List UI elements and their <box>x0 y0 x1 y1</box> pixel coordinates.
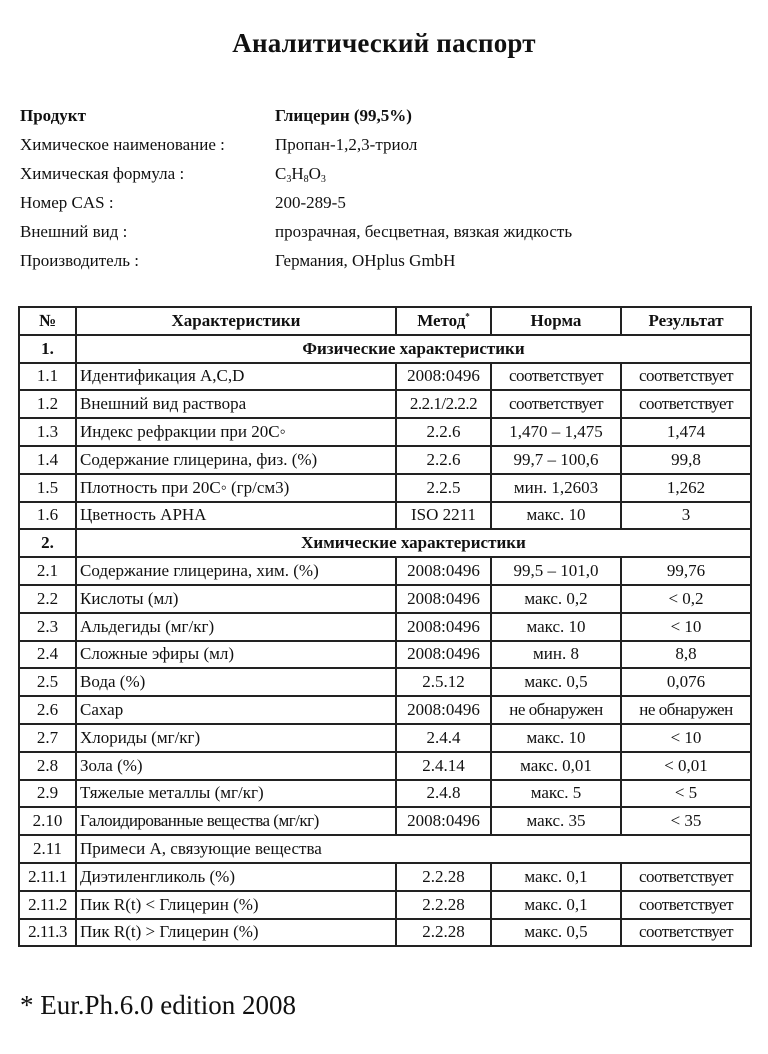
table-row <box>19 668 751 696</box>
formula-o: O <box>308 164 321 183</box>
row-result: соответствует <box>621 863 751 891</box>
row-norm: макс. 5 <box>491 780 621 808</box>
row-num: 2.11.1 <box>19 863 76 891</box>
row-norm: соответствует <box>491 363 621 391</box>
row-method: 2008:0496 <box>396 363 491 391</box>
row-result: 0,076 <box>621 668 751 696</box>
formula-label: Химическая формула : <box>20 164 185 183</box>
row-norm: макс. 10 <box>491 613 621 641</box>
footnote: * Eur.Ph.6.0 edition 2008 <box>20 990 296 1020</box>
table-header-row <box>19 307 751 335</box>
header-method-mark: * <box>465 311 470 322</box>
row-norm: соответствует <box>491 390 621 418</box>
formula-value <box>275 159 326 188</box>
table-row <box>19 752 751 780</box>
row-method: 2.4.14 <box>396 752 491 780</box>
chemical-name-row <box>20 130 740 159</box>
row-characteristic: Хлориды (мг/кг) <box>76 724 396 752</box>
header-method-label: Метод <box>417 310 466 330</box>
header-result: Результат <box>621 307 751 335</box>
row-num: 2.8 <box>19 752 76 780</box>
row-characteristic: Зола (%) <box>76 752 396 780</box>
row-norm: макс. 10 <box>491 502 621 530</box>
cas-label: Номер CAS : <box>20 193 114 212</box>
header-norm: Норма <box>491 307 621 335</box>
formula-h: H <box>291 164 304 183</box>
row-result: соответствует <box>621 390 751 418</box>
table-row <box>19 696 751 724</box>
product-row <box>20 101 740 130</box>
row-method: 2.5.12 <box>396 668 491 696</box>
row-num: 2.4 <box>19 641 76 669</box>
row-num: 2.7 <box>19 724 76 752</box>
appearance-row <box>20 217 740 246</box>
row-norm: макс. 0,2 <box>491 585 621 613</box>
row-method: 2.2.1/2.2.2 <box>396 390 491 418</box>
row-method: 2.2.6 <box>396 446 491 474</box>
row-method: 2.4.8 <box>396 780 491 808</box>
row-num: 2.1 <box>19 557 76 585</box>
row-num: 2.2 <box>19 585 76 613</box>
row-characteristic: Цветность APHA <box>76 502 396 530</box>
table-row <box>19 891 751 919</box>
row-method: 2008:0496 <box>396 585 491 613</box>
row-characteristic: Пик R(t) > Глицерин (%) <box>76 919 396 947</box>
formula-h-sub: 8 <box>303 174 309 185</box>
row-result: не обнаружен <box>621 696 751 724</box>
manufacturer-row <box>20 246 740 275</box>
row-method: 2008:0496 <box>396 641 491 669</box>
table-row <box>19 390 751 418</box>
row-method: ISO 2211 <box>396 502 491 530</box>
table-row <box>19 641 751 669</box>
formula-row <box>20 159 740 188</box>
row-num: 2.11 <box>19 835 76 863</box>
section-row <box>19 335 751 363</box>
row-norm: 99,5 – 101,0 <box>491 557 621 585</box>
row-characteristic: Вода (%) <box>76 668 396 696</box>
row-characteristic: Кислоты (мл) <box>76 585 396 613</box>
row-norm: макс. 0,1 <box>491 891 621 919</box>
row-method: 2.2.28 <box>396 891 491 919</box>
table-row <box>19 474 751 502</box>
row-num: 2.5 <box>19 668 76 696</box>
row-method: 2.2.6 <box>396 418 491 446</box>
product-info <box>20 101 740 275</box>
section-row <box>19 529 751 557</box>
table-row <box>19 502 751 530</box>
document-title: Аналитический паспорт <box>232 28 536 58</box>
row-num: 1.1 <box>19 363 76 391</box>
product-value: Глицерин (99,5%) <box>275 106 412 125</box>
chemical-name-value: Пропан-1,2,3-триол <box>275 135 418 154</box>
table-row <box>19 585 751 613</box>
cas-row <box>20 188 740 217</box>
row-norm: макс. 0,01 <box>491 752 621 780</box>
manufacturer-value: Германия, OHplus GmbH <box>275 251 456 270</box>
row-characteristic: Содержание глицерина, физ. (%) <box>76 446 396 474</box>
row-characteristic: Альдегиды (мг/кг) <box>76 613 396 641</box>
row-num: 2.11.2 <box>19 891 76 919</box>
table-row <box>19 613 751 641</box>
row-num: 1.3 <box>19 418 76 446</box>
row-result: соответствует <box>621 891 751 919</box>
row-num: 1.4 <box>19 446 76 474</box>
row-result: < 10 <box>621 613 751 641</box>
row-num: 2.11.3 <box>19 919 76 947</box>
row-result: 99,76 <box>621 557 751 585</box>
row-characteristic: Содержание глицерина, хим. (%) <box>76 557 396 585</box>
row-num: 2.9 <box>19 780 76 808</box>
row-characteristic: Пик R(t) < Глицерин (%) <box>76 891 396 919</box>
row-result: 99,8 <box>621 446 751 474</box>
row-norm: макс. 10 <box>491 724 621 752</box>
row-method: 2.4.4 <box>396 724 491 752</box>
row-result: < 35 <box>621 807 751 835</box>
table-row <box>19 919 751 947</box>
row-result: < 0,2 <box>621 585 751 613</box>
row-characteristic: Идентификация A,C,D <box>76 363 396 391</box>
row-characteristic: Сложные эфиры (мл) <box>76 641 396 669</box>
chemical-name-label: Химическое наименование : <box>20 135 225 154</box>
table-row <box>19 724 751 752</box>
row-result: < 0,01 <box>621 752 751 780</box>
row-method: 2008:0496 <box>396 557 491 585</box>
row-characteristic: Галоидированные вещества (мг/кг) <box>76 807 396 835</box>
row-result: 1,474 <box>621 418 751 446</box>
row-characteristic: Сахар <box>76 696 396 724</box>
row-norm: макс. 0,5 <box>491 668 621 696</box>
row-num: 2.10 <box>19 807 76 835</box>
row-norm: макс. 0,5 <box>491 919 621 947</box>
row-result: < 10 <box>621 724 751 752</box>
row-num: 1.6 <box>19 502 76 530</box>
formula-c: C <box>275 164 287 183</box>
formula-o-sub: 3 <box>320 174 326 185</box>
row-norm: мин. 1,2603 <box>491 474 621 502</box>
formula-c-sub: 3 <box>286 174 292 185</box>
row-method: 2008:0496 <box>396 696 491 724</box>
row-result: 8,8 <box>621 641 751 669</box>
header-characteristics: Характеристики <box>76 307 396 335</box>
row-norm: 1,470 – 1,475 <box>491 418 621 446</box>
row-norm: макс. 35 <box>491 807 621 835</box>
header-num: № <box>19 307 76 335</box>
row-norm: 99,7 – 100,6 <box>491 446 621 474</box>
table-row <box>19 418 751 446</box>
row-characteristic: Индекс рефракции при 20С◦ <box>76 418 396 446</box>
row-num: 1.5 <box>19 474 76 502</box>
row-method: 2.2.28 <box>396 919 491 947</box>
product-label: Продукт <box>20 106 86 125</box>
section-title: Химические характеристики <box>76 529 751 557</box>
row-characteristic: Примеси А, связующие вещества <box>76 835 751 863</box>
appearance-value: прозрачная, бесцветная, вязкая жидкость <box>275 222 573 241</box>
row-method: 2.2.28 <box>396 863 491 891</box>
table-row <box>19 835 751 863</box>
row-characteristic: Тяжелые металлы (мг/кг) <box>76 780 396 808</box>
row-result: соответствует <box>621 363 751 391</box>
specification-table <box>18 306 752 947</box>
row-characteristic: Плотность при 20С◦ (гр/см3) <box>76 474 396 502</box>
row-method: 2008:0496 <box>396 807 491 835</box>
appearance-label: Внешний вид : <box>20 222 128 241</box>
section-title: Физические характеристики <box>76 335 751 363</box>
row-num: 1.2 <box>19 390 76 418</box>
table-row <box>19 863 751 891</box>
table-row <box>19 363 751 391</box>
row-result: 1,262 <box>621 474 751 502</box>
row-result: соответствует <box>621 919 751 947</box>
table-row <box>19 557 751 585</box>
cas-value: 200-289-5 <box>275 193 346 212</box>
row-characteristic: Диэтиленгликоль (%) <box>76 863 396 891</box>
header-method <box>396 307 491 335</box>
row-result: < 5 <box>621 780 751 808</box>
section-num: 2. <box>19 529 76 557</box>
section-num: 1. <box>19 335 76 363</box>
row-num: 2.3 <box>19 613 76 641</box>
row-method: 2.2.5 <box>396 474 491 502</box>
row-norm: макс. 0,1 <box>491 863 621 891</box>
table-row <box>19 446 751 474</box>
row-method: 2008:0496 <box>396 613 491 641</box>
table-row <box>19 780 751 808</box>
row-norm: мин. 8 <box>491 641 621 669</box>
row-num: 2.6 <box>19 696 76 724</box>
row-result: 3 <box>621 502 751 530</box>
row-characteristic: Внешний вид раствора <box>76 390 396 418</box>
table-row <box>19 807 751 835</box>
manufacturer-label: Производитель : <box>20 251 139 270</box>
row-norm: не обнаружен <box>491 696 621 724</box>
